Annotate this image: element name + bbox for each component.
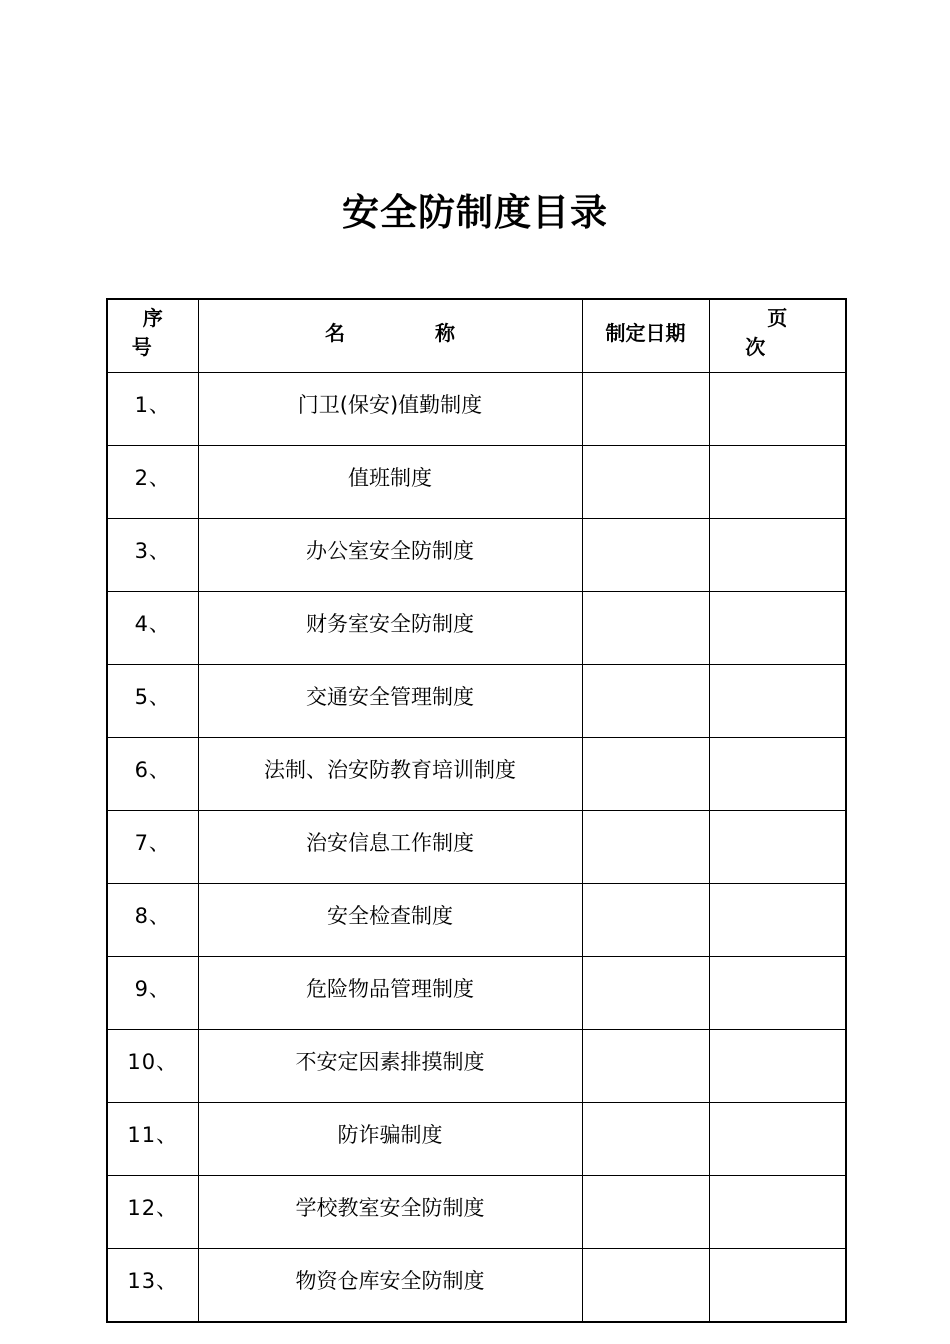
seq-cell: 9、 — [107, 957, 198, 1030]
seq-cell: 13、 — [107, 1249, 198, 1323]
table-row — [107, 592, 846, 665]
page-cell — [709, 811, 846, 884]
page-cell — [709, 592, 846, 665]
table-row — [107, 373, 846, 446]
date-cell — [582, 1176, 709, 1249]
name-cell: 物资仓库安全防制度 — [198, 1249, 582, 1323]
date-cell — [582, 1249, 709, 1323]
name-cell: 法制、治安防教育培训制度 — [198, 738, 582, 811]
page-cell — [709, 1030, 846, 1103]
seq-cell: 8、 — [107, 884, 198, 957]
page-cell — [709, 957, 846, 1030]
header-date — [582, 299, 709, 373]
seq-cell: 3、 — [107, 519, 198, 592]
seq-cell: 1、 — [107, 373, 198, 446]
name-cell: 交通安全管理制度 — [198, 665, 582, 738]
page-cell — [709, 373, 846, 446]
header-name — [198, 299, 582, 373]
name-cell: 值班制度 — [198, 446, 582, 519]
seq-cell: 4、 — [107, 592, 198, 665]
header-seq-label: 序号 — [131, 306, 185, 359]
seq-cell: 7、 — [107, 811, 198, 884]
name-cell: 不安定因素排摸制度 — [198, 1030, 582, 1103]
table-row — [107, 1103, 846, 1176]
table-row — [107, 957, 846, 1030]
table-row — [107, 1030, 846, 1103]
seq-cell: 2、 — [107, 446, 198, 519]
table-row — [107, 519, 846, 592]
page-cell — [709, 665, 846, 738]
table-row — [107, 446, 846, 519]
table-row — [107, 665, 846, 738]
table-row — [107, 1176, 846, 1249]
name-cell: 治安信息工作制度 — [198, 811, 582, 884]
table-row — [107, 1249, 846, 1323]
table-row — [107, 811, 846, 884]
seq-cell: 6、 — [107, 738, 198, 811]
header-seq — [107, 299, 198, 373]
name-cell: 办公室安全防制度 — [198, 519, 582, 592]
date-cell — [582, 1103, 709, 1176]
header-name-label: 名称 — [325, 320, 545, 345]
name-cell: 安全检查制度 — [198, 884, 582, 957]
table-header-row — [107, 299, 846, 373]
header-page — [709, 299, 846, 373]
name-cell: 财务室安全防制度 — [198, 592, 582, 665]
date-cell — [582, 884, 709, 957]
name-cell: 学校教室安全防制度 — [198, 1176, 582, 1249]
date-cell — [582, 811, 709, 884]
page-cell — [709, 884, 846, 957]
seq-cell: 11、 — [107, 1103, 198, 1176]
page-cell — [709, 446, 846, 519]
name-cell: 危险物品管理制度 — [198, 957, 582, 1030]
date-cell — [582, 1030, 709, 1103]
page-cell — [709, 738, 846, 811]
page-cell — [709, 1103, 846, 1176]
date-cell — [582, 665, 709, 738]
toc-table — [106, 298, 847, 1323]
seq-cell: 10、 — [107, 1030, 198, 1103]
name-cell: 门卫(保安)值勤制度 — [198, 373, 582, 446]
seq-cell: 12、 — [107, 1176, 198, 1249]
date-cell — [582, 446, 709, 519]
date-cell — [582, 519, 709, 592]
name-cell: 防诈骗制度 — [198, 1103, 582, 1176]
page-cell — [709, 1176, 846, 1249]
header-date-label: 制定日期 — [605, 320, 686, 345]
date-cell — [582, 592, 709, 665]
page-cell — [709, 519, 846, 592]
table-row — [107, 884, 846, 957]
page-title: 安全防制度目录 — [342, 191, 608, 234]
header-page-label: 页次 — [745, 306, 832, 359]
date-cell — [582, 957, 709, 1030]
table-row — [107, 738, 846, 811]
date-cell — [582, 738, 709, 811]
date-cell — [582, 373, 709, 446]
seq-cell: 5、 — [107, 665, 198, 738]
page-cell — [709, 1249, 846, 1323]
